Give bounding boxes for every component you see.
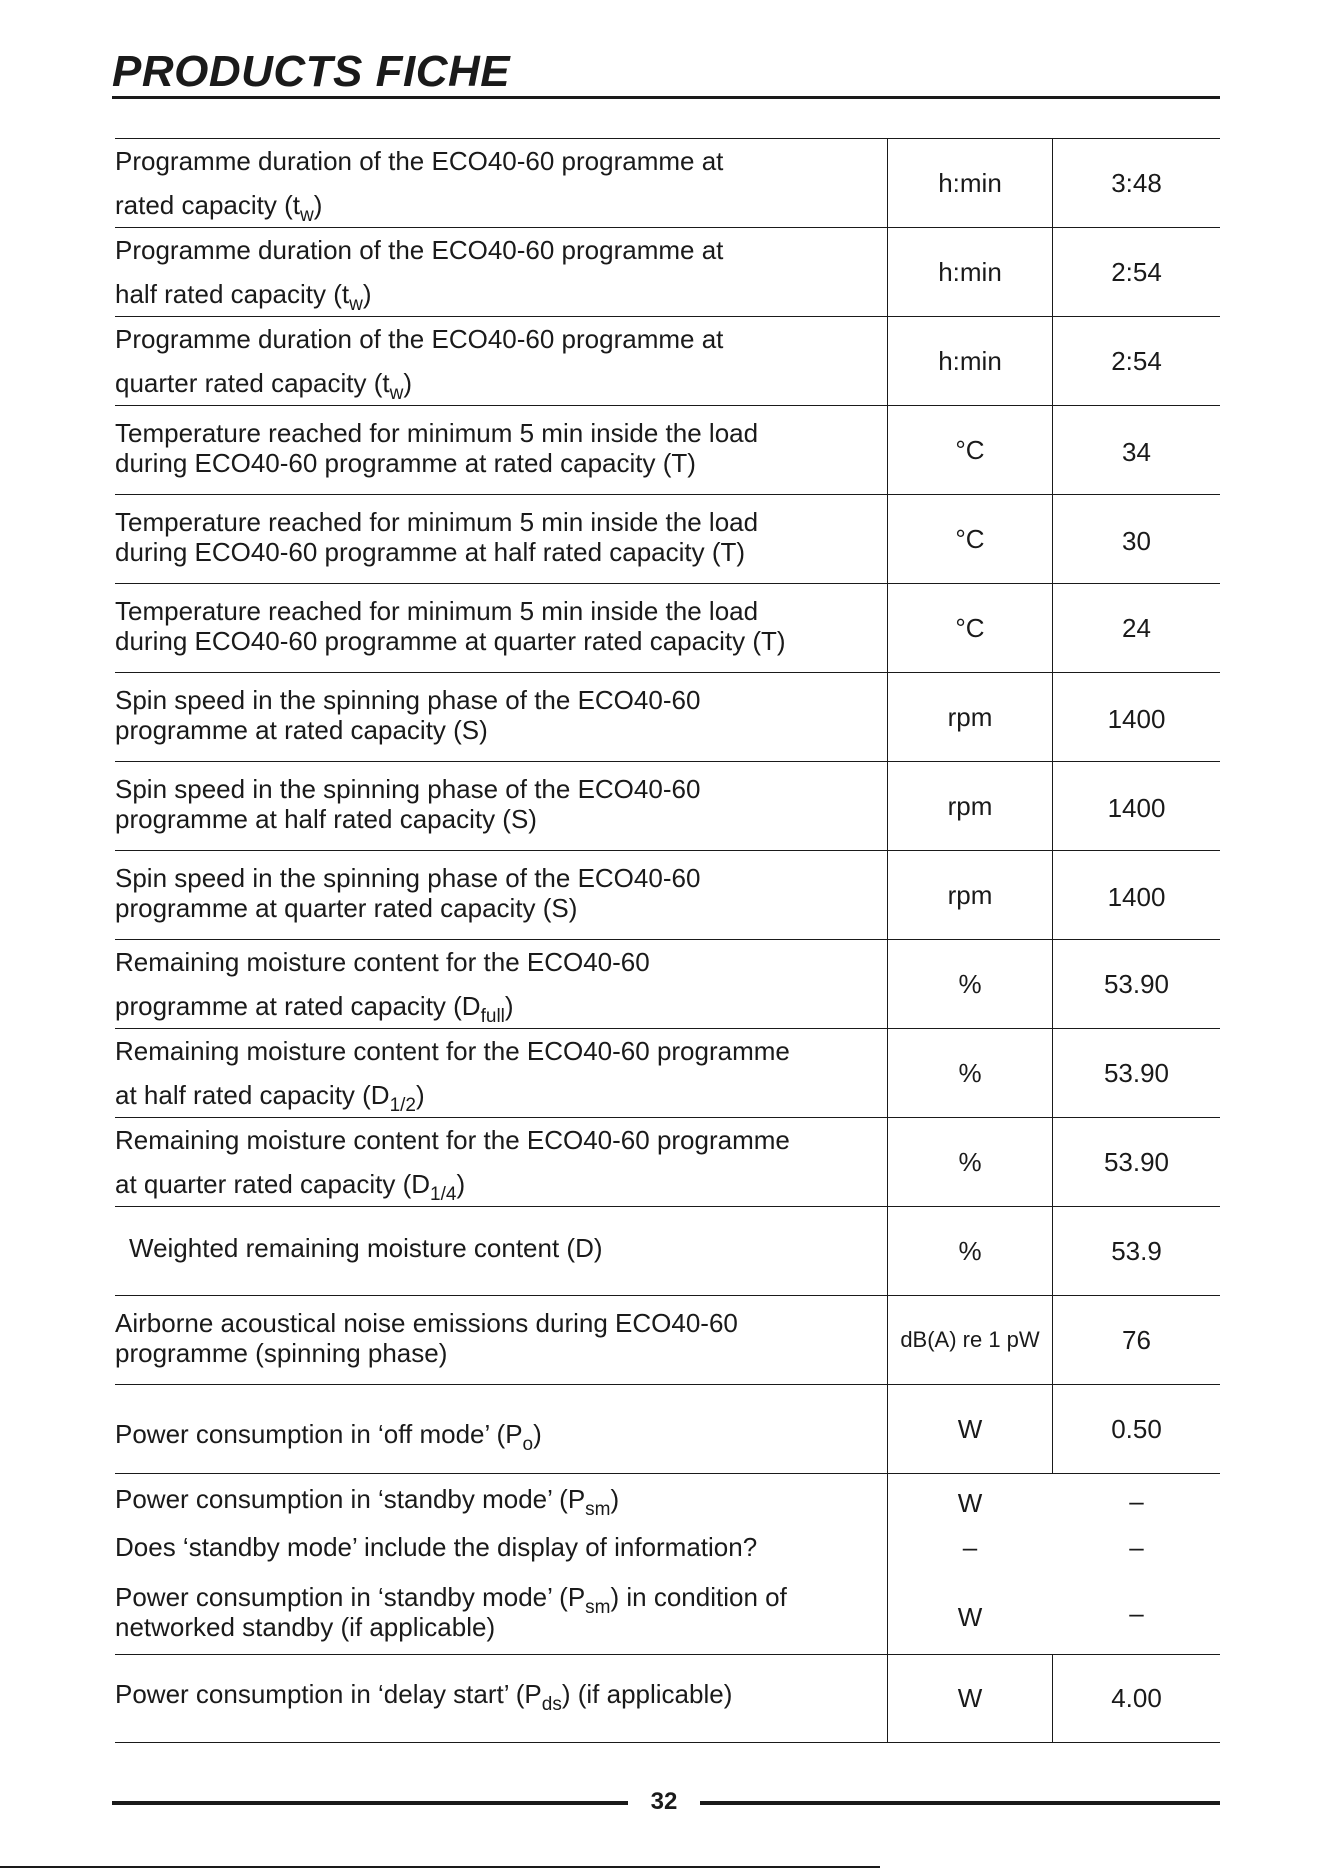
row-description: Remaining moisture content for the ECO40-60 programme at rated capacity $(D_{full})$ xyxy=(115,947,650,1027)
row-unit: rpm xyxy=(887,673,1053,761)
row-description: Spin speed in the spinning phase of the ECO40-60 programme at half rated capacity (S) xyxy=(115,774,701,834)
standby-block xyxy=(115,1473,1220,1654)
table-row xyxy=(115,316,1220,405)
networked-standby-unit: W xyxy=(957,1602,983,1632)
row-value: 30 xyxy=(1122,525,1151,556)
row-description: Temperature reached for minimum 5 min inside the load during ECO40-60 programme at half rated capacity (T) xyxy=(115,507,759,567)
row-unit: h:min xyxy=(887,228,1053,316)
page-edge-rule xyxy=(0,1866,880,1868)
row-unit: % xyxy=(887,1207,1053,1295)
networked-standby-value: – xyxy=(1129,1598,1144,1628)
title-underline xyxy=(112,96,1220,99)
delay-start-label: Power consumption in ‘delay start’ $(P_{ds})$ (if applicable) xyxy=(115,1679,733,1715)
standby-display-label: Does ‘standby mode’ include the display of information? xyxy=(115,1532,758,1562)
table-row xyxy=(115,1384,1220,1473)
row-value: 2:54 xyxy=(1111,345,1162,376)
table-row xyxy=(115,138,1220,227)
footer-rule-right xyxy=(700,1801,1220,1805)
table-row xyxy=(115,1654,1220,1743)
row-unit: °C xyxy=(887,495,1053,583)
row-unit: rpm xyxy=(887,851,1053,939)
row-unit: W xyxy=(887,1655,1053,1742)
row-description: Weighted remaining moisture content (D) xyxy=(129,1233,603,1263)
row-value: 1400 xyxy=(1107,703,1166,734)
row-value: 53.9 xyxy=(1111,1235,1162,1266)
row-description: Spin speed in the spinning phase of the ECO40-60 programme at rated capacity (S) xyxy=(115,685,701,745)
row-value: 3:48 xyxy=(1111,167,1162,198)
standby-power-unit: W xyxy=(957,1488,983,1518)
row-unit: % xyxy=(887,1029,1053,1117)
row-value: 76 xyxy=(1122,1324,1151,1355)
table-row xyxy=(115,1206,1220,1295)
table-row xyxy=(115,583,1220,672)
table-row xyxy=(115,227,1220,316)
table-row xyxy=(115,1117,1220,1206)
row-description: Programme duration of the ECO40-60 programme at half rated capacity $(t_w)$ xyxy=(115,235,724,315)
row-unit: °C xyxy=(887,584,1053,672)
table-row xyxy=(115,405,1220,494)
row-value: 34 xyxy=(1122,436,1151,467)
row-description: Remaining moisture content for the ECO40-60 programme at half rated capacity $(D_{1/2})$ xyxy=(115,1036,790,1116)
page-number: 32 xyxy=(650,1788,678,1815)
row-unit: rpm xyxy=(887,762,1053,850)
table-row xyxy=(115,672,1220,761)
table-row xyxy=(115,494,1220,583)
row-description: Power consumption in ‘off mode’ $(P_o)$ xyxy=(115,1419,542,1455)
row-value: 53.90 xyxy=(1103,1146,1170,1177)
table-row xyxy=(115,850,1220,939)
row-description: Temperature reached for minimum 5 min inside the load during ECO40-60 programme at rated capacity (T) xyxy=(115,418,759,478)
row-unit: W xyxy=(887,1385,1053,1473)
table-row xyxy=(115,1028,1220,1117)
footer-rule-left xyxy=(112,1801,628,1805)
row-description: Remaining moisture content for the ECO40-60 programme at quarter rated capacity $(D_{1/4})$ xyxy=(115,1125,790,1205)
row-description: Spin speed in the spinning phase of the ECO40-60 programme at quarter rated capacity (S) xyxy=(115,863,701,923)
row-unit: h:min xyxy=(887,139,1053,227)
standby-display-value: – xyxy=(1129,1532,1144,1562)
row-value: 1400 xyxy=(1107,792,1166,823)
row-value: 53.90 xyxy=(1103,968,1170,999)
row-unit: % xyxy=(887,940,1053,1028)
row-unit: h:min xyxy=(887,317,1053,405)
table-row xyxy=(115,939,1220,1028)
page-title: PRODUCTS FICHE xyxy=(112,47,511,96)
product-fiche-table xyxy=(115,138,1220,1743)
row-value: 4.00 xyxy=(1111,1683,1162,1713)
row-value: 24 xyxy=(1122,612,1151,643)
row-value: 53.90 xyxy=(1103,1057,1170,1088)
row-value: 2:54 xyxy=(1111,256,1162,287)
standby-power-label: Power consumption in ‘standby mode’ $(P_{sm})$ xyxy=(115,1484,620,1520)
row-description: Programme duration of the ECO40-60 programme at quarter rated capacity $(t_w)$ xyxy=(115,324,724,404)
row-unit: % xyxy=(887,1118,1053,1206)
row-description: Temperature reached for minimum 5 min inside the load during ECO40-60 programme at quarter rated capacity (T) xyxy=(115,596,786,656)
standby-display-unit: – xyxy=(962,1532,978,1562)
row-description: Programme duration of the ECO40-60 programme at rated capacity $(t_w)$ xyxy=(115,146,724,226)
row-description: Airborne acoustical noise emissions during ECO40-60 programme (spinning phase) xyxy=(115,1308,738,1368)
row-value: 1400 xyxy=(1107,881,1166,912)
standby-power-value: – xyxy=(1129,1486,1144,1516)
table-row xyxy=(115,1295,1220,1384)
networked-standby-label: Power consumption in ‘standby mode’ $(P_{sm})$ in condition of networked standby (if applicable) xyxy=(115,1582,787,1642)
table-row xyxy=(115,761,1220,850)
row-unit: dB(A) re 1 pW xyxy=(887,1296,1053,1384)
row-unit: °C xyxy=(887,406,1053,494)
row-value: 0.50 xyxy=(1111,1413,1162,1444)
